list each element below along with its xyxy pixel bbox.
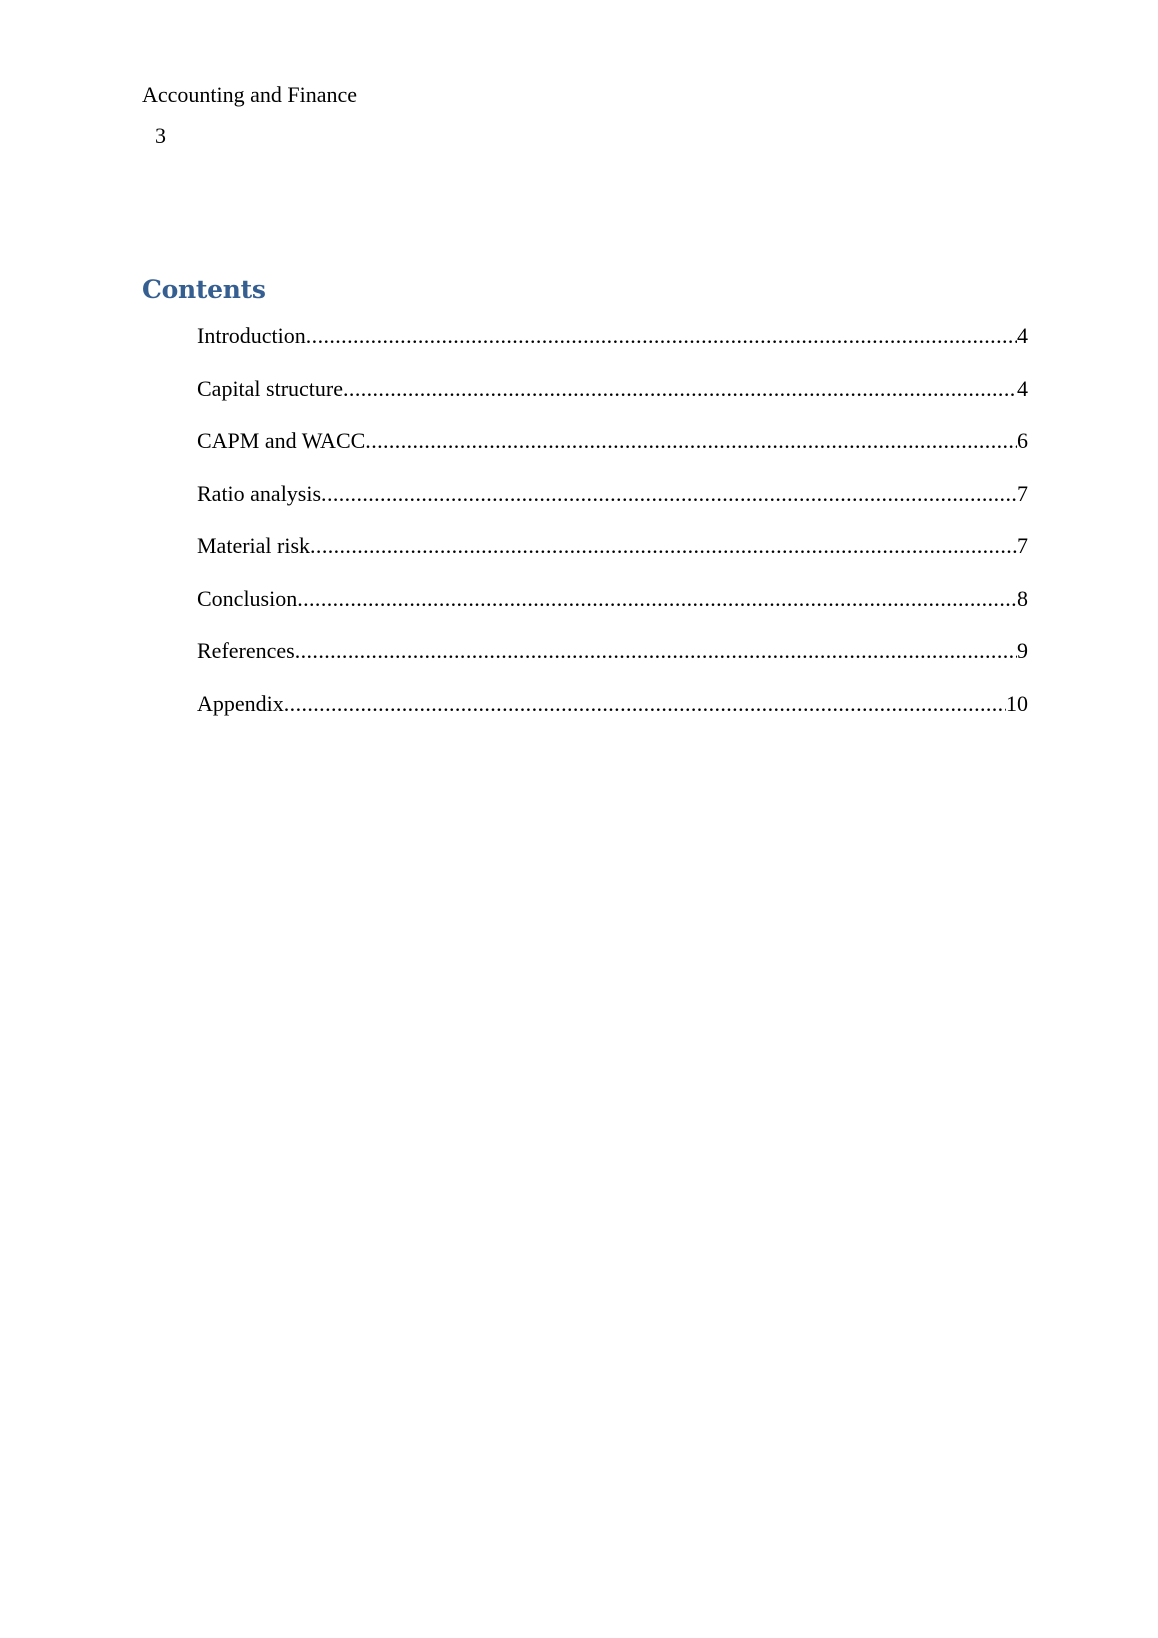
toc-entry-page: 4 xyxy=(1017,323,1028,348)
dot-leader xyxy=(295,636,1017,666)
dot-leader xyxy=(310,531,1017,561)
toc-entry-page: 7 xyxy=(1017,480,1028,506)
running-header-title: Accounting and Finance xyxy=(142,82,358,107)
toc-entry-page: 10 xyxy=(1006,690,1028,716)
toc-entry-label: References xyxy=(197,638,295,663)
toc-entry-page: 9 xyxy=(1017,638,1028,663)
toc-entry-page: 7 xyxy=(1017,533,1028,558)
table-of-contents xyxy=(197,321,1028,741)
toc-entry-label: CAPM and WACC xyxy=(197,428,366,453)
toc-entry-page: 4 xyxy=(1017,375,1028,401)
toc-entry-material-risk[interactable] xyxy=(197,531,1028,584)
toc-entry-capital-structure[interactable] xyxy=(197,374,1028,427)
toc-entry-label: Introduction xyxy=(197,323,306,348)
toc-entry-references[interactable] xyxy=(197,636,1028,689)
toc-entry-conclusion[interactable] xyxy=(197,584,1028,637)
dot-leader xyxy=(297,584,1017,614)
page-number: 3 xyxy=(155,123,166,148)
toc-entry-capm-and-wacc[interactable] xyxy=(197,426,1028,479)
toc-entry-ratio-analysis[interactable] xyxy=(197,479,1028,532)
toc-entry-introduction[interactable] xyxy=(197,321,1028,374)
dot-leader xyxy=(306,321,1017,351)
toc-entry-page: 8 xyxy=(1017,585,1028,611)
toc-entry-label: Appendix xyxy=(197,690,284,716)
toc-entry-appendix[interactable] xyxy=(197,689,1028,742)
dot-leader xyxy=(321,479,1017,509)
dot-leader xyxy=(365,426,1017,456)
dot-leader xyxy=(343,374,1017,404)
toc-heading: Contents xyxy=(142,275,266,304)
toc-entry-page: 6 xyxy=(1017,428,1028,453)
toc-entry-label: Material risk xyxy=(197,533,311,558)
dot-leader xyxy=(284,689,1006,719)
toc-entry-label: Ratio analysis xyxy=(197,480,322,506)
toc-entry-label: Conclusion xyxy=(197,585,298,611)
toc-entry-label: Capital structure xyxy=(197,375,344,401)
